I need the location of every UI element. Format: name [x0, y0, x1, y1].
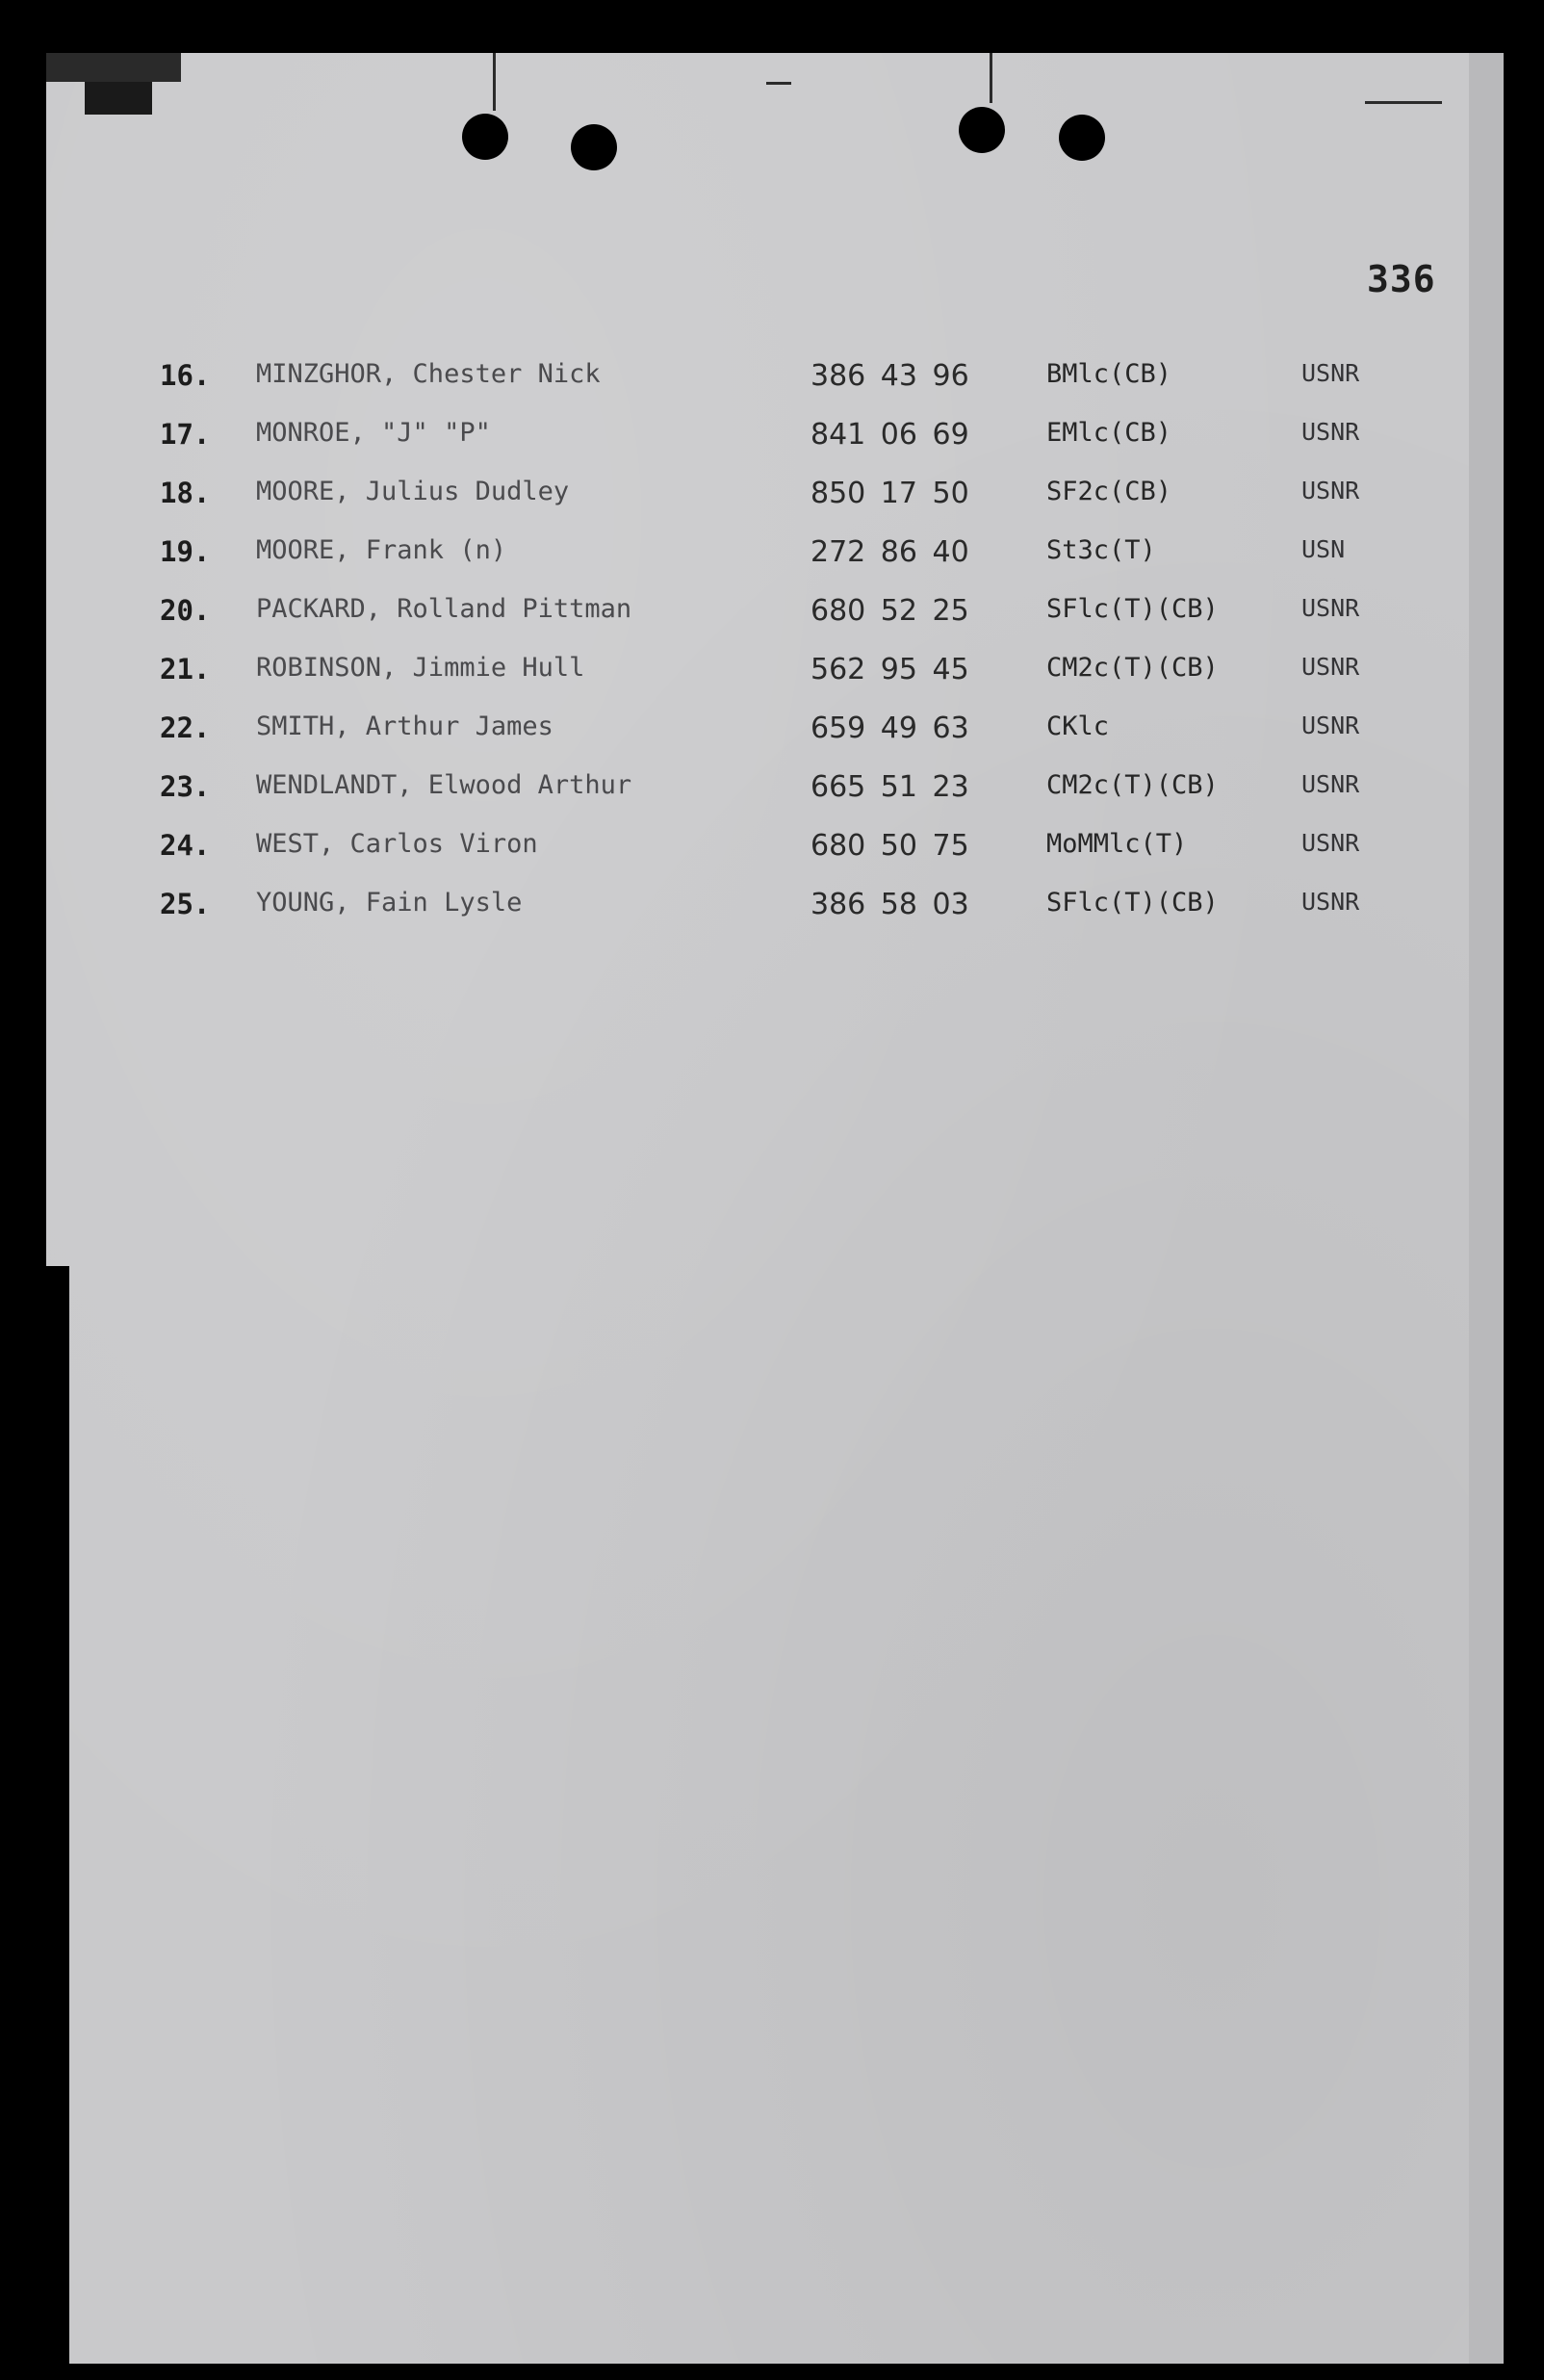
rate: St3c(T) — [1046, 535, 1156, 565]
branch: USNR — [1301, 711, 1360, 739]
branch: USNR — [1301, 770, 1360, 798]
service-number: 665 51 23 — [811, 770, 969, 804]
service-number: 680 52 25 — [811, 594, 969, 628]
personnel-roster — [0, 0, 1544, 963]
service-number: 386 43 96 — [811, 359, 969, 393]
row-number: 18. — [160, 477, 211, 509]
personnel-name: MOORE, Frank (n) — [256, 535, 507, 565]
row-number: 22. — [160, 711, 211, 744]
row-number: 16. — [160, 359, 211, 392]
service-number: 659 49 63 — [811, 711, 969, 745]
row-number: 25. — [160, 888, 211, 920]
rate: CM2c(T)(CB) — [1046, 653, 1219, 683]
service-number: 386 58 03 — [811, 888, 969, 921]
roster-row — [0, 477, 1544, 525]
roster-row — [0, 888, 1544, 936]
roster-row — [0, 770, 1544, 818]
roster-row — [0, 594, 1544, 642]
rate: CM2c(T)(CB) — [1046, 770, 1219, 800]
row-number: 24. — [160, 829, 211, 862]
rate: EMlc(CB) — [1046, 418, 1172, 448]
roster-row — [0, 418, 1544, 466]
personnel-name: YOUNG, Fain Lysle — [256, 888, 523, 918]
personnel-name: ROBINSON, Jimmie Hull — [256, 653, 585, 683]
service-number: 850 17 50 — [811, 477, 969, 510]
row-number: 23. — [160, 770, 211, 803]
rate: MoMMlc(T) — [1046, 829, 1188, 859]
personnel-name: WEST, Carlos Viron — [256, 829, 538, 859]
rate: SFlc(T)(CB) — [1046, 888, 1219, 918]
row-number: 17. — [160, 418, 211, 451]
roster-row — [0, 653, 1544, 701]
page-number: 336 — [1367, 258, 1436, 300]
personnel-name: MINZGHOR, Chester Nick — [256, 359, 601, 389]
row-number: 19. — [160, 535, 211, 568]
branch: USNR — [1301, 418, 1360, 446]
personnel-name: MONROE, "J" "P" — [256, 418, 491, 448]
personnel-name: WENDLANDT, Elwood Arthur — [256, 770, 632, 800]
branch: USNR — [1301, 477, 1360, 504]
branch: USNR — [1301, 653, 1360, 681]
service-number: 841 06 69 — [811, 418, 969, 452]
service-number: 562 95 45 — [811, 653, 969, 686]
personnel-name: MOORE, Julius Dudley — [256, 477, 570, 506]
row-number: 21. — [160, 653, 211, 686]
rate: CKlc — [1046, 711, 1110, 741]
personnel-name: SMITH, Arthur James — [256, 711, 553, 741]
branch: USNR — [1301, 829, 1360, 857]
personnel-name: PACKARD, Rolland Pittman — [256, 594, 632, 624]
roster-row — [0, 359, 1544, 407]
service-number: 680 50 75 — [811, 829, 969, 863]
rate: SFlc(T)(CB) — [1046, 594, 1219, 624]
roster-row — [0, 535, 1544, 583]
branch: USN — [1301, 535, 1346, 563]
branch: USNR — [1301, 594, 1360, 622]
branch: USNR — [1301, 359, 1360, 387]
row-number: 20. — [160, 594, 211, 627]
rate: BMlc(CB) — [1046, 359, 1172, 389]
branch: USNR — [1301, 888, 1360, 916]
rate: SF2c(CB) — [1046, 477, 1172, 506]
roster-row — [0, 829, 1544, 877]
torn-edge — [46, 1266, 69, 2364]
roster-row — [0, 711, 1544, 760]
service-number: 272 86 40 — [811, 535, 969, 569]
